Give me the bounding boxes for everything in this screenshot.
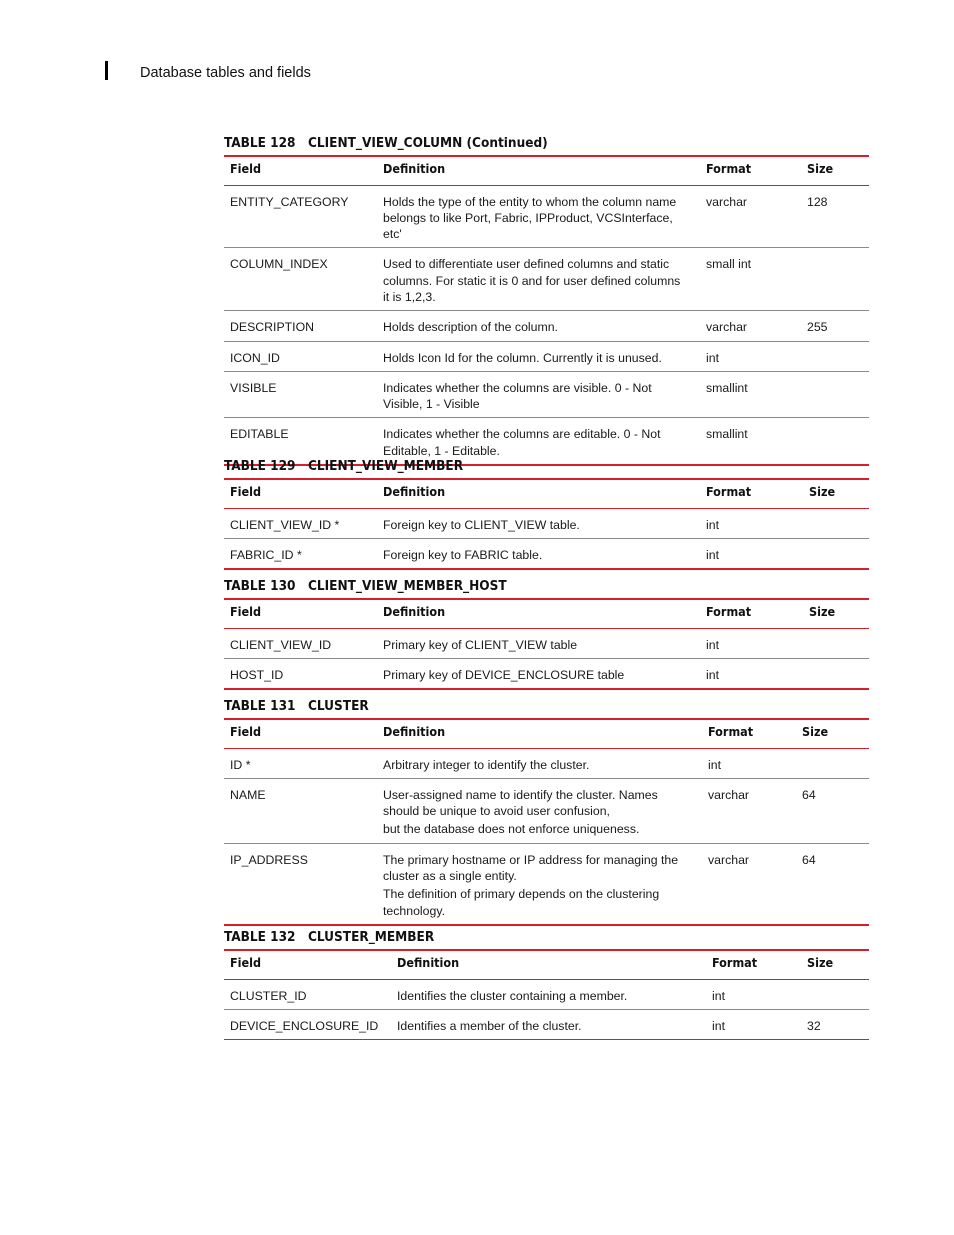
- definition-cell: [391, 1009, 706, 1039]
- definition-line: Used to differentiate user defined columns and static: [383, 257, 670, 272]
- table-row: [224, 248, 869, 311]
- table-caption: [224, 579, 869, 598]
- table-header-row: [224, 479, 869, 508]
- column-header-field: Field: [230, 724, 262, 739]
- format-cell: int: [706, 350, 719, 365]
- size-cell: 32: [807, 1018, 821, 1033]
- field-cell: COLUMN_INDEX: [230, 257, 328, 272]
- running-header: Database tables and fields: [140, 65, 311, 81]
- definition-cell: [377, 371, 700, 418]
- size-cell: [801, 341, 869, 371]
- table-title: CLIENT_VIEW_COLUMN (Continued): [308, 135, 548, 151]
- column-header-definition: Definition: [383, 484, 446, 499]
- column-header-size: Size: [809, 604, 836, 619]
- column-header-definition: Definition: [383, 604, 446, 619]
- field-cell: DESCRIPTION: [230, 320, 315, 335]
- column-header-definition: Definition: [383, 724, 446, 739]
- data-table: [224, 155, 869, 466]
- definition-line: Holds description of the column.: [383, 320, 558, 335]
- size-cell: 64: [802, 787, 816, 802]
- table-header-row: [224, 599, 869, 628]
- field-cell: VISIBLE: [230, 380, 277, 395]
- format-cell: int: [706, 667, 719, 682]
- definition-line: Foreign key to CLIENT_VIEW table.: [383, 517, 580, 532]
- data-table: [224, 718, 869, 926]
- format-cell: int: [712, 988, 725, 1003]
- definition-line: it is 1,2,3.: [383, 289, 436, 304]
- field-cell: NAME: [230, 787, 266, 802]
- table-131: [224, 699, 869, 926]
- field-cell: DEVICE_ENCLOSURE_ID: [230, 1018, 379, 1033]
- table-row: [224, 341, 869, 371]
- column-header-size: Size: [807, 161, 834, 176]
- size-cell: 64: [802, 852, 816, 867]
- field-cell: EDITABLE: [230, 427, 289, 442]
- table-title: CLIENT_VIEW_MEMBER: [308, 458, 464, 474]
- definition-line: Indicates whether the columns are editable. 0 - Not: [383, 427, 661, 442]
- table-header-row: [224, 719, 869, 748]
- table-caption: [224, 699, 869, 718]
- column-header-format: Format: [706, 604, 752, 619]
- data-table: [224, 478, 869, 570]
- definition-cell: [377, 248, 700, 311]
- table-row: [224, 371, 869, 418]
- table-row: [224, 748, 869, 778]
- column-header-format: Format: [708, 724, 754, 739]
- table-title: CLUSTER: [308, 698, 369, 714]
- table-128: [224, 136, 869, 466]
- format-cell: varchar: [706, 320, 748, 335]
- field-cell: ID *: [230, 757, 251, 772]
- definition-cell: [377, 843, 702, 925]
- definition-cell: [377, 185, 700, 248]
- table-row: [224, 538, 869, 569]
- format-cell: smallint: [706, 427, 748, 442]
- definition-line: but the database does not enforce uniqueness.: [383, 822, 640, 837]
- definition-line: Arbitrary integer to identify the cluster.: [383, 757, 590, 772]
- table-header-row: [224, 950, 869, 979]
- definition-line: User-assigned name to identify the cluster. Names: [383, 787, 658, 802]
- table-130: [224, 579, 869, 690]
- definition-line: cluster as a single entity.: [383, 868, 517, 883]
- column-header-definition: Definition: [383, 161, 446, 176]
- definition-line: Editable, 1 - Editable.: [383, 443, 500, 458]
- column-header-field: Field: [230, 955, 262, 970]
- size-cell: 255: [807, 320, 828, 335]
- data-table: [224, 598, 869, 690]
- definition-line: Primary key of DEVICE_ENCLOSURE table: [383, 667, 625, 682]
- format-cell: int: [712, 1018, 725, 1033]
- column-header-size: Size: [807, 955, 834, 970]
- table-title: CLUSTER_MEMBER: [308, 929, 435, 945]
- column-header-format: Format: [706, 161, 752, 176]
- definition-cell: [377, 748, 702, 778]
- table-number: TABLE 130: [224, 578, 296, 594]
- format-cell: small int: [706, 257, 752, 272]
- field-cell: ENTITY_CATEGORY: [230, 194, 349, 209]
- definition-line: Visible, 1 - Visible: [383, 397, 480, 412]
- field-cell: IP_ADDRESS: [230, 852, 308, 867]
- table-row: [224, 311, 869, 341]
- table-row: [224, 843, 869, 925]
- format-cell: varchar: [706, 194, 748, 209]
- format-cell: varchar: [708, 852, 750, 867]
- format-cell: int: [706, 547, 719, 562]
- column-header-field: Field: [230, 484, 262, 499]
- field-cell: HOST_ID: [230, 667, 284, 682]
- size-cell: [801, 371, 869, 418]
- table-row: [224, 658, 869, 689]
- definition-cell: [377, 508, 700, 538]
- definition-line: technology.: [383, 903, 445, 918]
- definition-line: Identifies a member of the cluster.: [397, 1018, 582, 1033]
- field-cell: CLIENT_VIEW_ID *: [230, 517, 340, 532]
- table-number: TABLE 128: [224, 135, 296, 151]
- table-title: CLIENT_VIEW_MEMBER_HOST: [308, 578, 507, 594]
- definition-line: Holds the type of the entity to whom the column name: [383, 194, 677, 209]
- format-cell: varchar: [708, 787, 750, 802]
- format-cell: int: [706, 637, 719, 652]
- definition-line: Holds Icon Id for the column. Currently it is unused.: [383, 350, 662, 365]
- definition-line: belongs to like Port, Fabric, IPProduct, VCSInterface,: [383, 210, 673, 225]
- size-cell: 128: [807, 194, 828, 209]
- table-129: [224, 459, 869, 570]
- column-header-size: Size: [809, 484, 836, 499]
- field-cell: ICON_ID: [230, 350, 280, 365]
- field-cell: FABRIC_ID *: [230, 547, 302, 562]
- table-row: [224, 979, 869, 1009]
- table-132: [224, 930, 869, 1040]
- definition-cell: [377, 311, 700, 341]
- definition-line: etc': [383, 227, 402, 242]
- table-row: [224, 778, 869, 843]
- definition-line: Identifies the cluster containing a member.: [397, 988, 628, 1003]
- definition-line: Primary key of CLIENT_VIEW table: [383, 637, 578, 652]
- column-header-field: Field: [230, 161, 262, 176]
- table-number: TABLE 131: [224, 698, 296, 714]
- definition-line: Foreign key to FABRIC table.: [383, 547, 543, 562]
- table-caption: [224, 930, 869, 949]
- column-header-format: Format: [712, 955, 758, 970]
- definition-line: columns. For static it is 0 and for user defined columns: [383, 273, 681, 288]
- table-row: [224, 185, 869, 248]
- table-caption: [224, 459, 869, 478]
- size-cell: [803, 658, 869, 689]
- table-header-row: [224, 156, 869, 185]
- size-cell: [796, 748, 869, 778]
- definition-line: The definition of primary depends on the clustering: [383, 887, 660, 902]
- definition-line: should be unique to avoid user confusion,: [383, 804, 610, 819]
- definition-cell: [377, 538, 700, 569]
- size-cell: [801, 979, 869, 1009]
- field-cell: CLUSTER_ID: [230, 988, 307, 1003]
- definition-cell: [391, 979, 706, 1009]
- column-header-definition: Definition: [397, 955, 460, 970]
- definition-cell: [377, 628, 700, 658]
- margin-change-bar: [105, 61, 108, 80]
- table-row: [224, 628, 869, 658]
- field-cell: CLIENT_VIEW_ID: [230, 637, 332, 652]
- column-header-field: Field: [230, 604, 262, 619]
- table-number: TABLE 129: [224, 458, 296, 474]
- format-cell: int: [708, 757, 721, 772]
- column-header-format: Format: [706, 484, 752, 499]
- format-cell: int: [706, 517, 719, 532]
- column-header-size: Size: [802, 724, 829, 739]
- definition-cell: [377, 778, 702, 843]
- table-number: TABLE 132: [224, 929, 296, 945]
- size-cell: [801, 248, 869, 311]
- size-cell: [803, 538, 869, 569]
- definition-cell: [377, 341, 700, 371]
- table-row: [224, 508, 869, 538]
- size-cell: [803, 628, 869, 658]
- data-table: [224, 949, 869, 1040]
- table-row: [224, 1009, 869, 1039]
- table-caption: [224, 136, 869, 155]
- format-cell: smallint: [706, 380, 748, 395]
- size-cell: [803, 508, 869, 538]
- definition-line: Indicates whether the columns are visible. 0 - Not: [383, 380, 652, 395]
- size-cell: [801, 418, 869, 465]
- definition-cell: [377, 658, 700, 689]
- definition-line: The primary hostname or IP address for managing the: [383, 852, 679, 867]
